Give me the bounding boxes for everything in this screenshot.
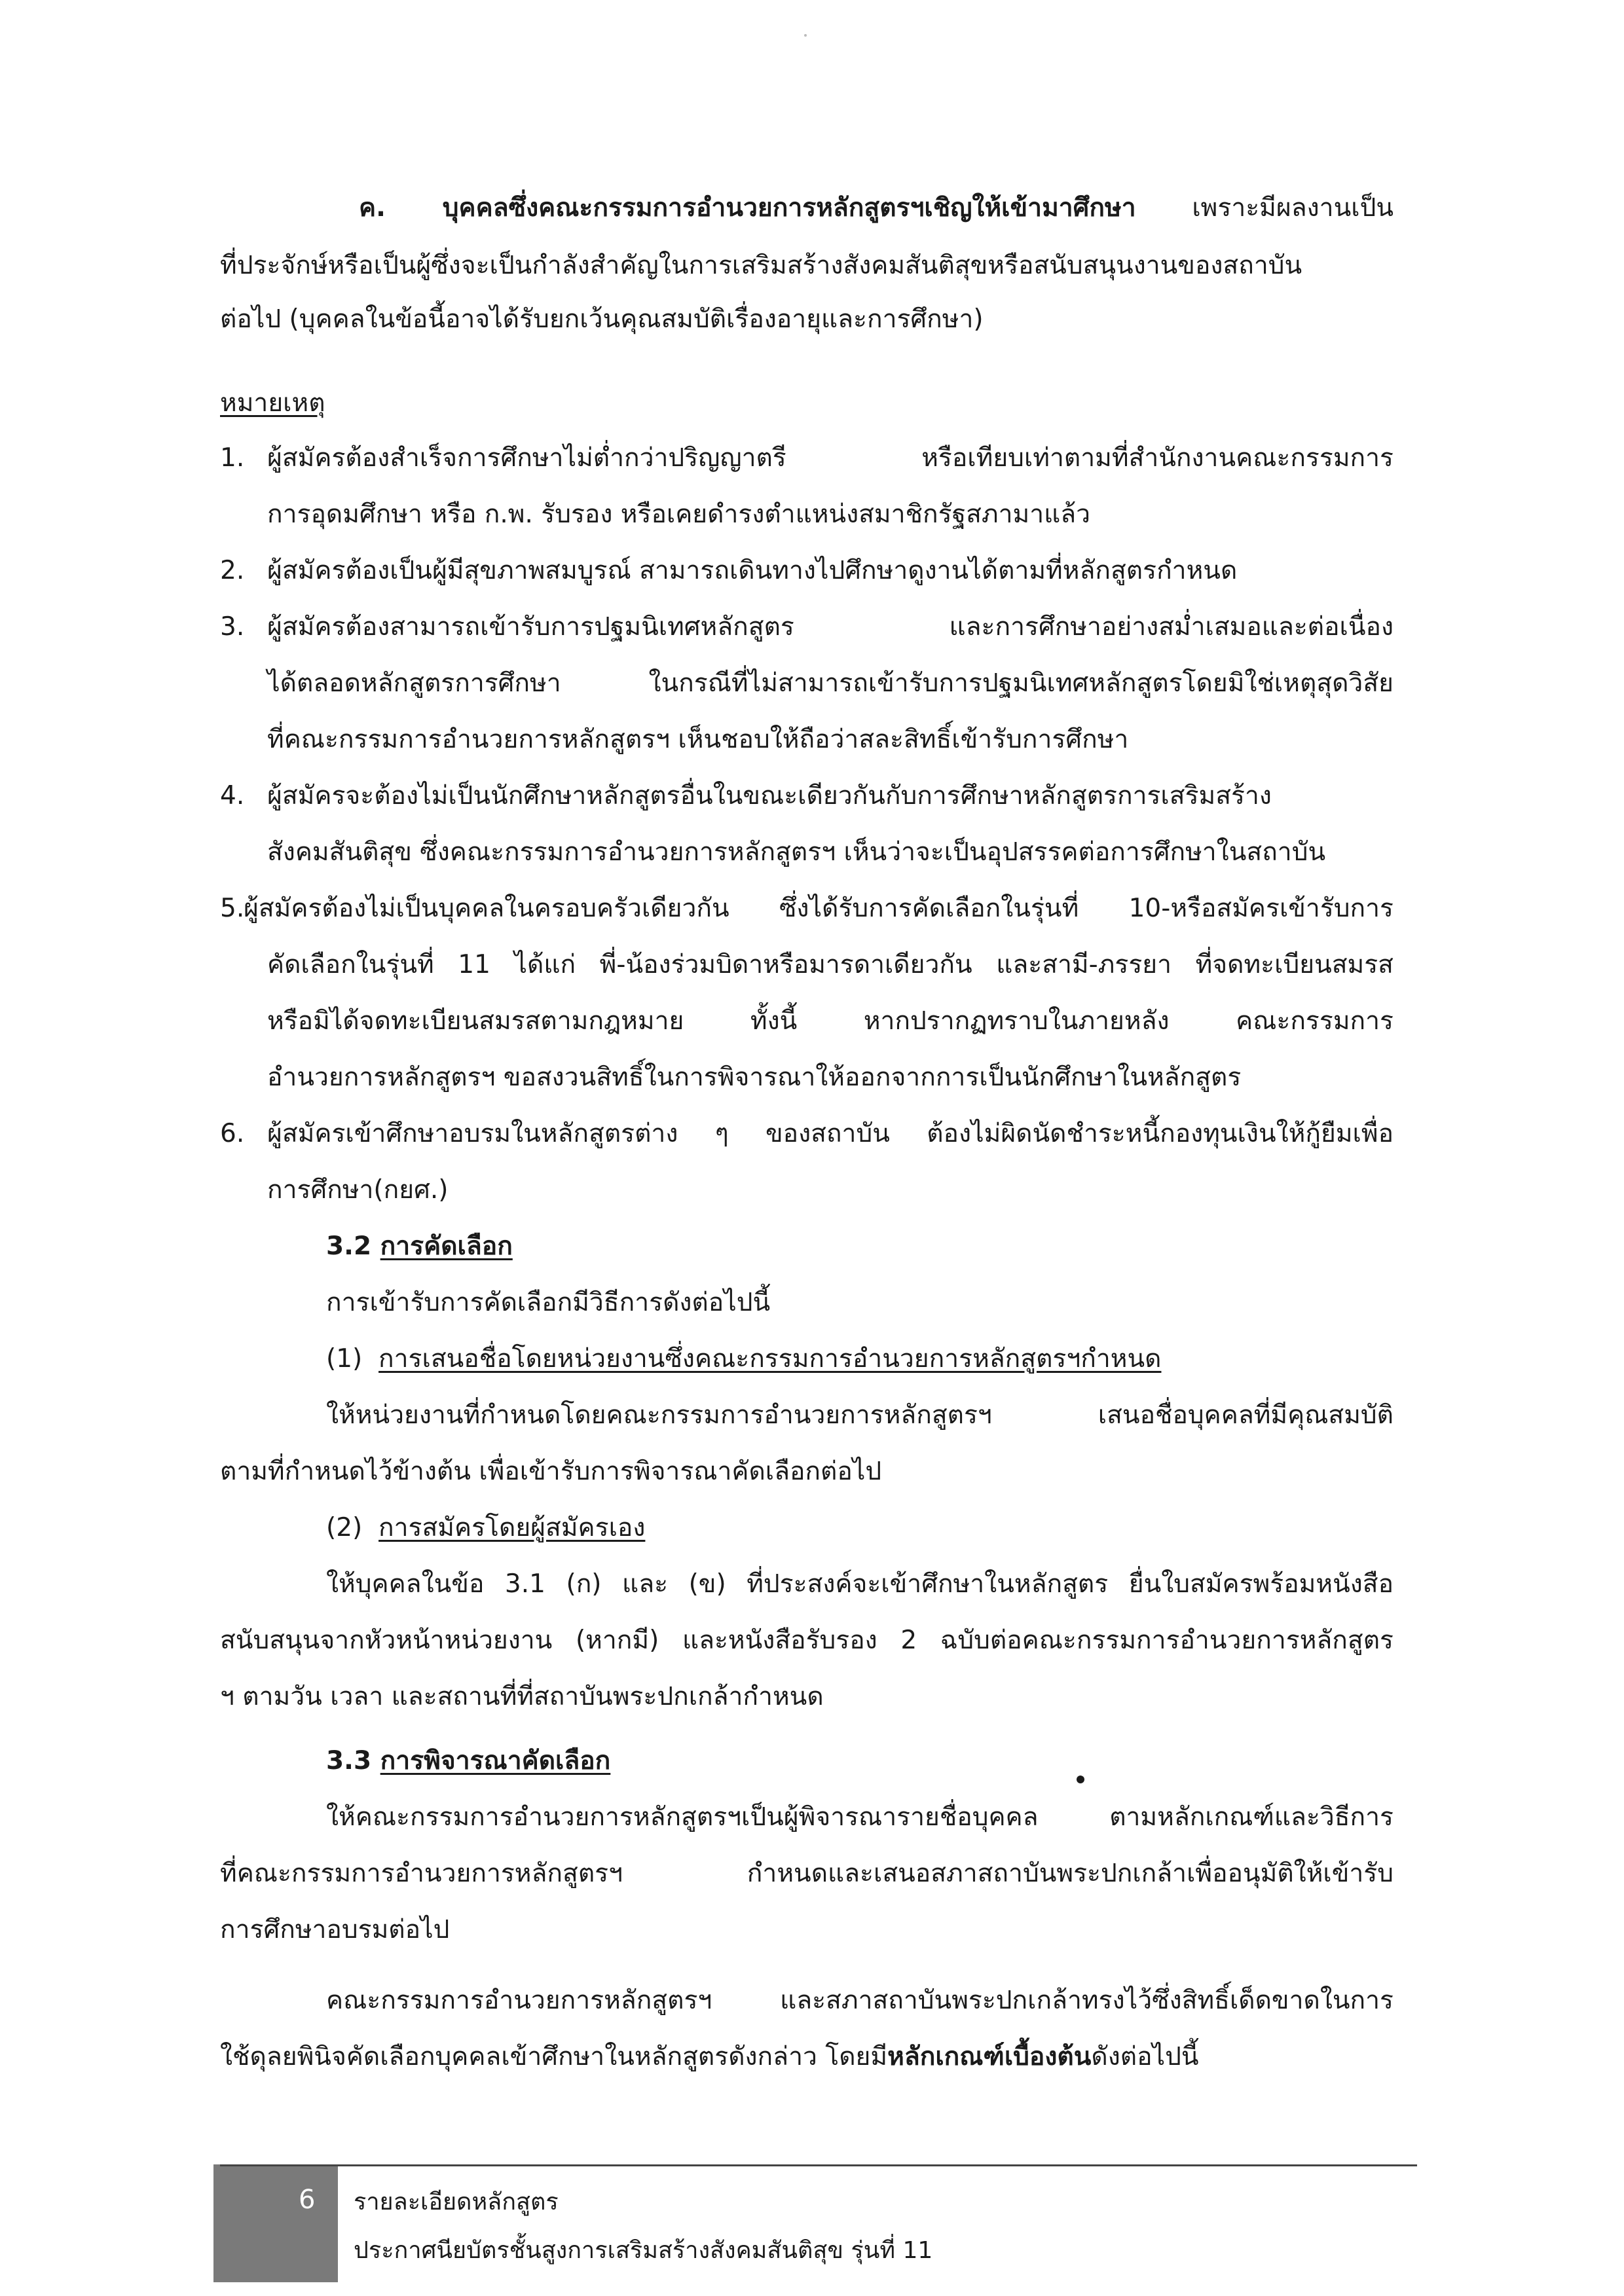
option-2-line-1: ให้บุคคลในข้อ 3.1 (ก) และ (ข) ที่ประสงค์จะเข้าศึกษาในหลักสูตร ยื่นใบสมัครพร้อมหนังสือ xyxy=(326,1569,1393,1599)
option-2-heading xyxy=(326,1502,1505,1554)
section-3-3-heading xyxy=(326,1735,1505,1787)
section-3-3-p1-line-3: การศึกษาอบรมต่อไป xyxy=(220,1915,450,1944)
note-line: คัดเลือกในรุ่นที่ 11 ได้แก่ พี่-น้องร่วมบิดาหรือมารดาเดียวกัน และสามี-ภรรยา ที่จดทะเบียนสมรส xyxy=(267,950,1393,979)
section-title: การคัดเลือก xyxy=(380,1231,513,1261)
para-c-lead-rest: เพราะมีผลงานเป็น xyxy=(1135,193,1393,223)
option-1-heading xyxy=(326,1333,1505,1385)
option-2-line-2: สนับสนุนจากหัวหน้าหน่วยงาน (หากมี) และหนังสือรับรอง 2 ฉบับต่อคณะกรรมการอำนวยการหลักสูตร xyxy=(220,1626,1393,1655)
para-c-line-3: ต่อไป (บุคคลในข้อนี้อาจได้รับยกเว้นคุณสมบัติเรื่องอายุและการศึกษา) xyxy=(220,304,984,334)
option-title: การสมัครโดยผู้สมัครเอง xyxy=(378,1513,646,1542)
p2-text: ใช้ดุลยพินิจคัดเลือกบุคคลเข้าศึกษาในหลักสูตรดังกล่าว โดยมี xyxy=(220,2042,888,2071)
note-line: ผู้สมัครต้องไม่เป็นบุคคลในครอบครัวเดียวกัน ซึ่งได้รับการคัดเลือกในรุ่นที่ 10-หรือสมัครเข้ารับการ xyxy=(244,894,1393,923)
option-2-line-3: ฯ ตามวัน เวลา และสถานที่ที่สถาบันพระปกเกล้ากำหนด xyxy=(220,1682,824,1711)
note-line: การศึกษา(กยศ.) xyxy=(267,1175,449,1205)
footer-rule xyxy=(220,2164,1417,2166)
note-line: ผู้สมัครต้องเป็นผู้มีสุขภาพสมบูรณ์ สามารถเดินทางไปศึกษาดูงานได้ตามที่หลักสูตรกำหนด xyxy=(267,556,1238,585)
option-title: การเสนอชื่อโดยหน่วยงานซึ่งคณะกรรมการอำนวยการหลักสูตรฯกำหนด xyxy=(378,1344,1162,1374)
note-line: อำนวยการหลักสูตรฯ ขอสงวนสิทธิ์ในการพิจารณาให้ออกจากการเป็นนักศึกษาในหลักสูตร xyxy=(267,1063,1242,1092)
footer-page-box xyxy=(213,2164,338,2282)
note-line: ที่คณะกรรมการอำนวยการหลักสูตรฯ เห็นชอบให้ถือว่าสละสิทธิ์เข้ารับการศึกษา xyxy=(267,725,1129,754)
scan-speck xyxy=(804,34,807,37)
p2-text-end: ดังต่อไปนี้ xyxy=(1091,2042,1199,2071)
note-line: ได้ตลอดหลักสูตรการศึกษา ในกรณีที่ไม่สามารถเข้ารับการปฐมนิเทศหลักสูตรโดยมิใช่เหตุสุดวิสัย xyxy=(267,668,1393,698)
section-number: 3.2 xyxy=(326,1231,372,1261)
ink-dot xyxy=(1077,1776,1084,1783)
note-line: สังคมสันติสุข ซึ่งคณะกรรมการอำนวยการหลักสูตรฯ เห็นว่าจะเป็นอุปสรรคต่อการศึกษาในสถาบัน xyxy=(267,837,1326,867)
section-3-3-p1-line-2: ที่คณะกรรมการอำนวยการหลักสูตรฯ กำหนดและเสนอสภาสถาบันพระปกเกล้าเพื่ออนุมัติให้เข้ารับ xyxy=(220,1859,1393,1888)
section-title: การพิจารณาคัดเลือก xyxy=(380,1746,611,1776)
footer-title: รายละเอียดหลักสูตร xyxy=(354,2189,559,2215)
option-1-line-1: ให้หน่วยงานที่กำหนดโดยคณะกรรมการอำนวยการหลักสูตรฯ เสนอชื่อบุคคลที่มีคุณสมบัติ xyxy=(326,1400,1393,1430)
section-3-3-p1-line-1: ให้คณะกรรมการอำนวยการหลักสูตรฯเป็นผู้พิจารณารายชื่อบุคคล ตามหลักเกณฑ์และวิธีการ xyxy=(326,1802,1393,1832)
para-c-lead-bold: ค. บุคคลซึ่งคณะกรรมการอำนวยการหลักสูตรฯเชิญให้เข้ามาศึกษา xyxy=(359,193,1136,223)
option-number: (1) xyxy=(326,1344,363,1374)
note-line: ผู้สมัครต้องสามารถเข้ารับการปฐมนิเทศหลักสูตร และการศึกษาอย่างสม่ำเสมอและต่อเนื่อง xyxy=(267,612,1393,642)
note-line: ผู้สมัครต้องสำเร็จการศึกษาไม่ต่ำกว่าปริญญาตรี หรือเทียบเท่าตามที่สำนักงานคณะกรรมการ xyxy=(267,443,1393,473)
footer-subtitle: ประกาศนียบัตรชั้นสูงการเสริมสร้างสังคมสันติสุข รุ่นที่ 11 xyxy=(354,2237,933,2264)
section-3-3-p2-line-1: คณะกรรมการอำนวยการหลักสูตรฯ และสภาสถาบันพระปกเกล้าทรงไว้ซึ่งสิทธิ์เด็ดขาดในการ xyxy=(326,1986,1393,2015)
note-number: 6. xyxy=(220,1119,245,1148)
note-number: 2. xyxy=(220,556,245,585)
note-number: 1. xyxy=(220,443,245,473)
note-number: 4. xyxy=(220,781,245,811)
notes-heading: หมายเหตุ xyxy=(220,388,325,418)
option-1-line-2: ตามที่กำหนดไว้ข้างต้น เพื่อเข้ารับการพิจารณาคัดเลือกต่อไป xyxy=(220,1457,882,1486)
note-number: 5. xyxy=(220,894,245,923)
note-line: การอุดมศึกษา หรือ ก.พ. รับรอง หรือเคยดำรงตำแหน่งสมาชิกรัฐสภามาแล้ว xyxy=(267,500,1091,529)
para-c-line-1 xyxy=(359,182,1393,234)
para-c-line-2: ที่ประจักษ์หรือเป็นผู้ซึ่งจะเป็นกำลังสำคัญในการเสริมสร้างสังคมสันติสุขหรือสนับสนุนงานของสถาบัน xyxy=(220,251,1302,280)
p2-bold-text: หลักเกณฑ์เบื้องต้น xyxy=(887,2042,1092,2071)
section-3-2-intro: การเข้ารับการคัดเลือกมีวิธีการดังต่อไปนี้ xyxy=(326,1288,771,1317)
note-line: ผู้สมัครจะต้องไม่เป็นนักศึกษาหลักสูตรอื่นในขณะเดียวกันกับการศึกษาหลักสูตรการเสริมสร้าง xyxy=(267,781,1272,811)
option-number: (2) xyxy=(326,1513,363,1542)
section-3-3-p2-line-2 xyxy=(220,2031,1399,2083)
section-3-2-heading xyxy=(326,1220,1505,1273)
note-line: หรือมิได้จดทะเบียนสมรสตามกฎหมาย ทั้งนี้ หากปรากฏทราบในภายหลัง คณะกรรมการ xyxy=(267,1006,1393,1036)
section-number: 3.3 xyxy=(326,1746,372,1776)
page-number: 6 xyxy=(299,2185,316,2215)
note-number: 3. xyxy=(220,612,245,642)
note-line: ผู้สมัครเข้าศึกษาอบรมในหลักสูตรต่าง ๆ ของสถาบัน ต้องไม่ผิดนัดชำระหนี้กองทุนเงินให้กู้ยืมเพื่อ xyxy=(267,1119,1393,1148)
